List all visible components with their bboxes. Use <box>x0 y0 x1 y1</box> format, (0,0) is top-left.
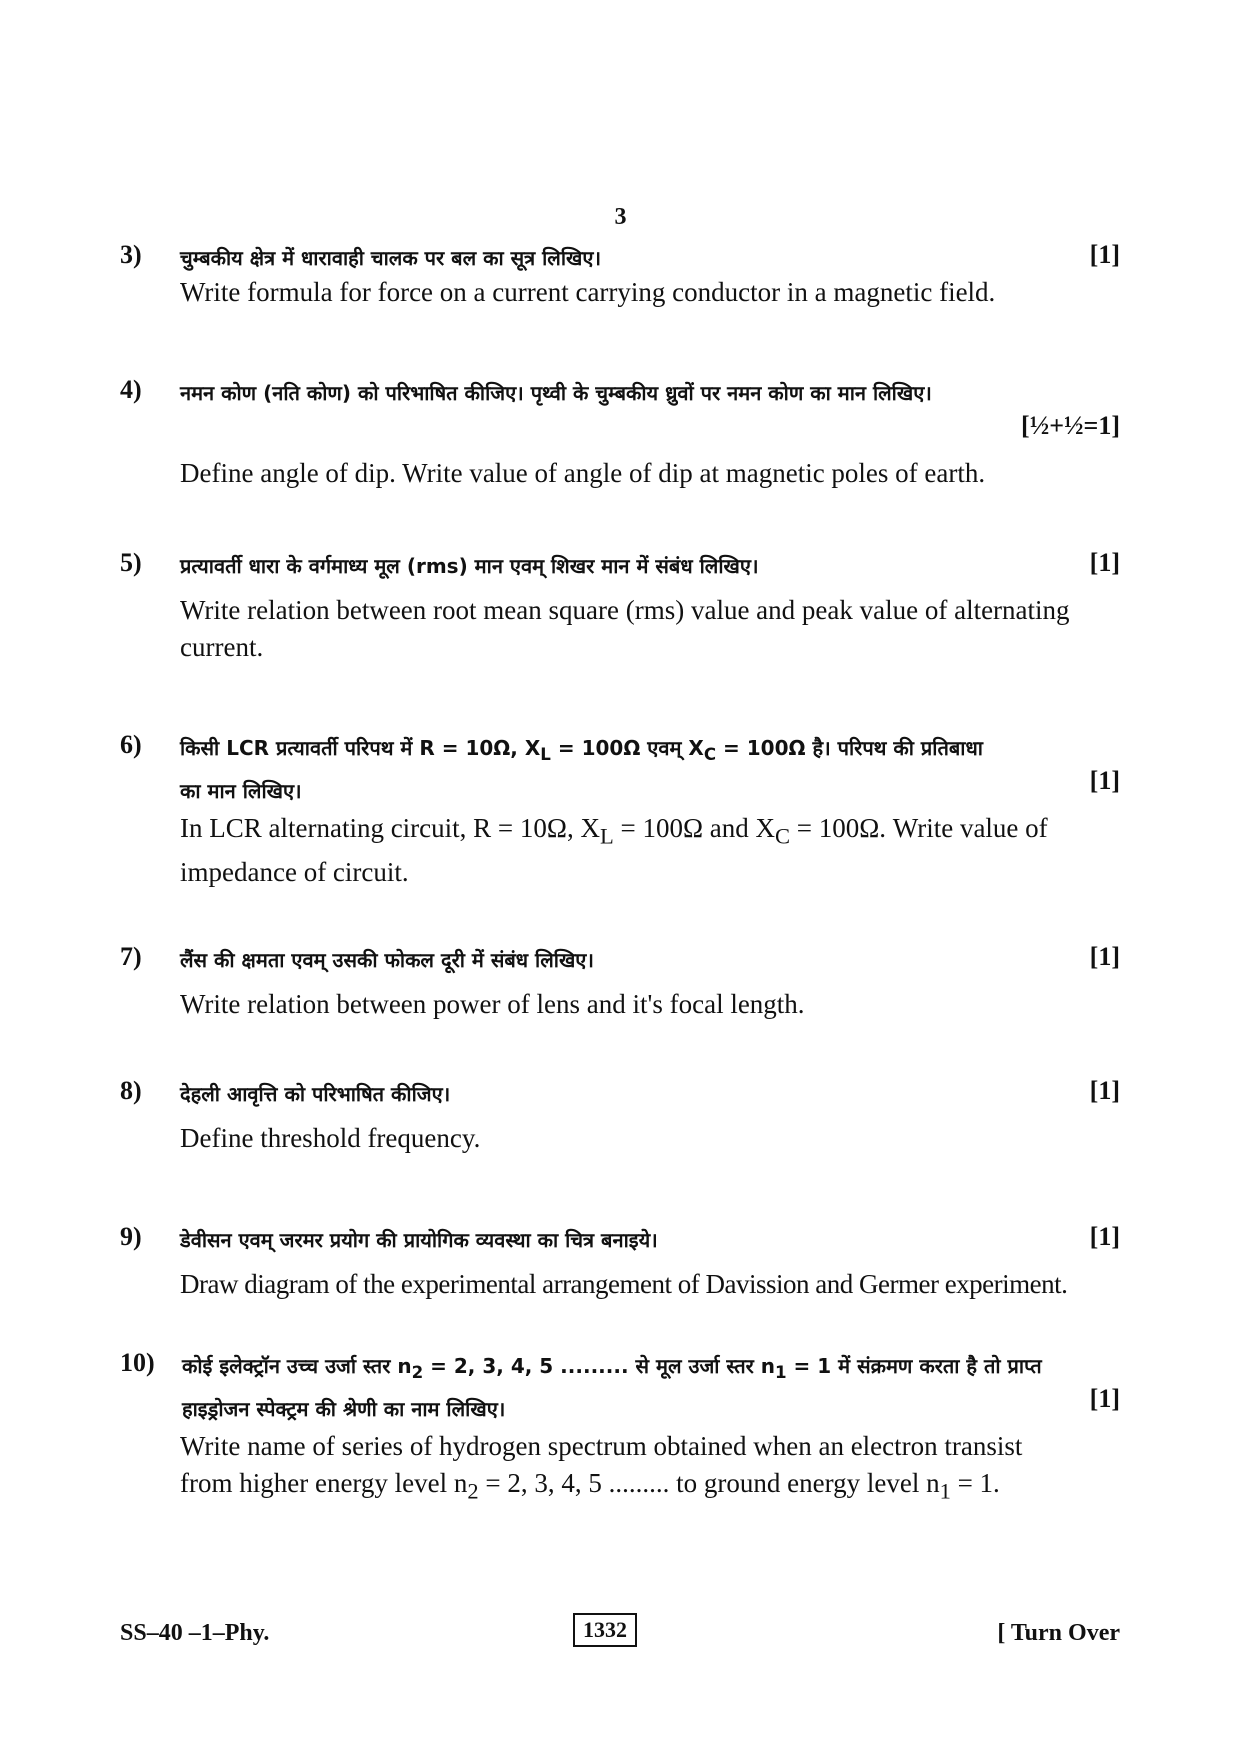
hindi-line: चुम्बकीय क्षेत्र में धारावाही चालक पर बल का सूत्र लिखिए। <box>180 246 602 270</box>
question-english <box>180 1428 1120 1509</box>
subscript-c: C <box>703 745 717 764</box>
question-hindi <box>180 548 1120 584</box>
question-number: 6) <box>120 730 142 759</box>
question-hindi <box>180 1076 1120 1112</box>
question-english <box>180 455 1120 492</box>
hindi-line <box>182 1348 1120 1391</box>
page-number: 3 <box>614 204 627 230</box>
english-line: Define threshold frequency. <box>180 1123 481 1153</box>
question-number: 7) <box>120 942 142 971</box>
question-english <box>180 592 1120 666</box>
english-line: Define angle of dip. Write value of angle of dip at magnetic poles of earth. <box>180 458 986 488</box>
hindi-line: का मान लिखिए। <box>180 779 302 803</box>
question-number: 5) <box>120 548 142 577</box>
question-hindi <box>180 942 1120 978</box>
english-line: Write formula for force on a current carrying conductor in a magnetic field. <box>180 277 996 307</box>
hindi-line: डेवीसन एवम् जरमर प्रयोग की प्रायोगिक व्यवस्था का चित्र बनाइये। <box>180 1228 658 1252</box>
english-line: impedance of circuit. <box>180 857 409 888</box>
english-text: = 2, 3, 4, 5 ......... to ground energy level n <box>478 1468 940 1498</box>
question-english <box>180 810 1120 891</box>
hindi-text: = 1 में संक्रमण करता है तो प्राप्त <box>786 1354 1042 1378</box>
english-text: In LCR alternating circuit, R = 10Ω, X <box>180 813 600 843</box>
marks: [1] <box>1089 1384 1120 1413</box>
hindi-text: कोई इलेक्ट्रॉन उच्च उर्जा स्तर n <box>182 1354 412 1378</box>
english-text: from higher energy level n <box>180 1468 468 1498</box>
question-number: 8) <box>120 1076 142 1105</box>
question-english <box>180 274 1120 311</box>
english-line: Write relation between power of lens and it's focal length. <box>180 989 805 1019</box>
hindi-text: = 2, 3, 4, 5 ......... से मूल उर्जा स्तर n <box>423 1354 775 1378</box>
english-line <box>180 810 1120 854</box>
english-text: = 100Ω. Write value of <box>790 813 1048 843</box>
question-english <box>180 986 1120 1023</box>
subscript-c: C <box>775 823 791 849</box>
hindi-line <box>180 730 1120 773</box>
english-text: = 100Ω and X <box>613 813 775 843</box>
question-hindi <box>180 1222 1120 1258</box>
question-number: 4) <box>120 375 142 404</box>
question-hindi <box>180 730 1120 809</box>
footer-paper-code: 1332 <box>573 1613 637 1647</box>
subscript-1: 1 <box>939 1478 951 1504</box>
english-text: = 1. <box>950 1468 1000 1498</box>
question-english <box>180 1266 1120 1303</box>
hindi-text: = 100Ω एवम् X <box>550 736 704 760</box>
english-line: Draw diagram of the experimental arrangement of Davission and Germer experiment. <box>180 1269 1068 1299</box>
footer-turn-over: [ Turn Over <box>997 1620 1120 1646</box>
hindi-line: देहली आवृत्ति को परिभाषित कीजिए। <box>180 1082 451 1106</box>
question-number: 3) <box>120 240 142 269</box>
question-english <box>180 1120 1120 1157</box>
hindi-line: हाइड्रोजन स्पेक्ट्रम की श्रेणी का नाम लिखिए। <box>182 1397 506 1421</box>
hindi-line: प्रत्यावर्ती धारा के वर्गमाध्य मूल (rms) मान एवम् शिखर मान में संबंध लिखिए। <box>180 554 759 578</box>
subscript-l: L <box>599 823 614 849</box>
marks: [1] <box>1089 1076 1120 1105</box>
hindi-text: = 100Ω है। परिपथ की प्रतिबाधा <box>716 736 983 760</box>
marks: [1] <box>1089 1222 1120 1251</box>
english-line <box>180 1465 1120 1509</box>
english-line: current. <box>180 632 264 662</box>
subscript-l: L <box>540 745 551 764</box>
subscript-2: 2 <box>467 1478 479 1504</box>
hindi-text: किसी LCR प्रत्यावर्ती परिपथ में R = 10Ω, X <box>180 736 541 760</box>
question-number: 9) <box>120 1222 142 1251</box>
question-hindi <box>180 375 1120 411</box>
marks: [1] <box>1089 240 1120 269</box>
subscript-1: 1 <box>775 1363 787 1382</box>
question-number: 10) <box>120 1348 155 1377</box>
question-hindi <box>182 1348 1120 1427</box>
hindi-line: लैंस की क्षमता एवम् उसकी फोकल दूरी में संबंध लिखिए। <box>180 948 594 972</box>
hindi-line: नमन कोण (नति कोण) को परिभाषित कीजिए। पृथ्वी के चुम्बकीय ध्रुवों पर नमन कोण का मान लिखिए। <box>180 381 932 405</box>
marks: [1] <box>1089 942 1120 971</box>
english-line: Write relation between root mean square (rms) value and peak value of alternating <box>180 595 1070 625</box>
question-hindi <box>180 240 1120 276</box>
marks: [½+½=1] <box>1021 411 1120 440</box>
english-line: Write name of series of hydrogen spectrum obtained when an electron transist <box>180 1431 1023 1461</box>
footer-subject-code: SS–40 –1–Phy. <box>120 1620 270 1646</box>
marks: [1] <box>1089 766 1120 795</box>
subscript-2: 2 <box>411 1363 424 1382</box>
marks: [1] <box>1089 548 1120 577</box>
